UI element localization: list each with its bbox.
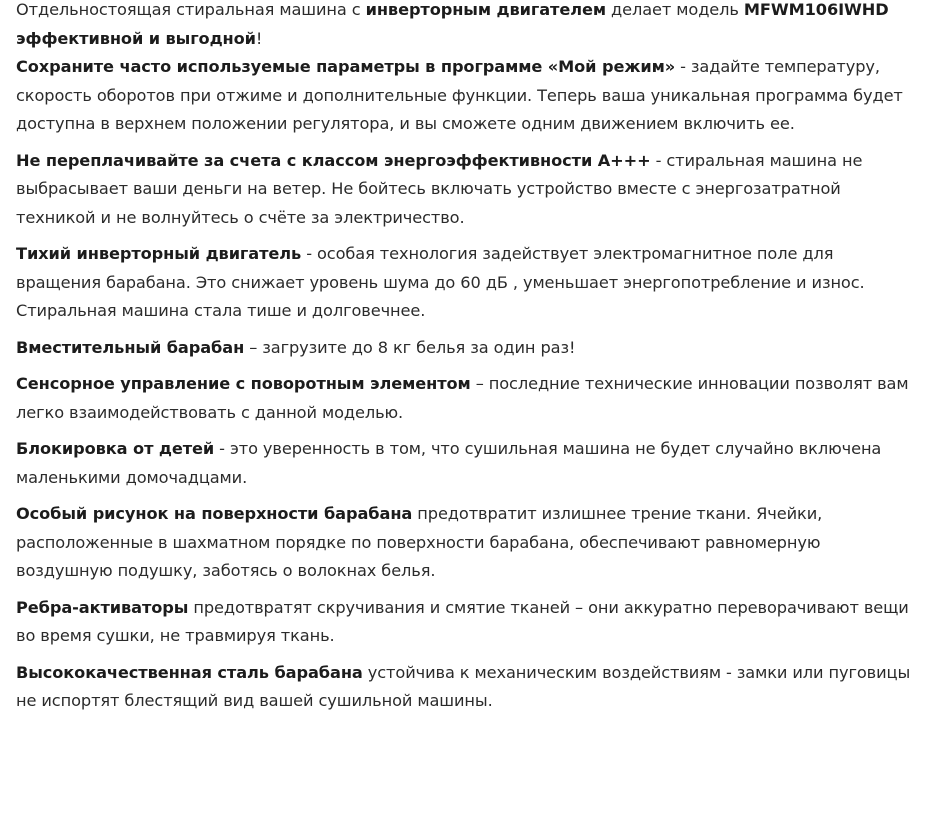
bold-text: Сохраните часто используемые параметры в программе «Мой режим» [16,57,676,76]
bold-text: инверторным двигателем [365,0,606,19]
text: - задайте температуру, скорость оборотов при отжиме и дополнительные функции. Теперь ваша уникальная программа будет доступна в верхнем положении регулятора, и вы сможете одним движением включить ее. [16,57,903,133]
paragraph-inverter-motor [16,240,921,326]
bold-text: Вместительный барабан [16,337,245,357]
paragraph-touch-control [16,370,921,427]
text: предотвратит излишнее трение ткани. Ячейки, расположенные в шахматном порядке по поверхности барабана, обеспечивают равномерную воздушную подушку, заботясь о волокнах белья. [16,504,823,580]
text: – последние технические инновации позволят вам легко взаимодействовать с данной моделью. [16,374,909,422]
text: - стиральная машина не выбрасывает ваши деньги на ветер. Не бойтесь включать устройство вместе с энергозатратной техникой и не волнуйтесь о счёте за электричество. [16,150,863,227]
paragraph-intro [16,0,921,53]
bold-text: Тихий инверторный двигатель [16,244,302,263]
bold-text: MFWM106IWHD эффективной и выгодной [16,0,889,48]
text: Отдельностоящая стиральная машина с [16,0,366,19]
paragraph-drum-capacity [16,334,921,363]
text: - особая технология задействует электромагнитное поле для вращения барабана. Это снижает уровень шума до 60 дБ , уменьшает энергопотребление и износ. Стиральная машина стала тише и долговечнее. [16,244,865,320]
text: - это уверенность в том, что сушильная машина не будет случайно включена маленькими домочадцами. [16,439,882,487]
bold-text: Не переплачивайте за счета с классом энергоэффективности А+++ [16,150,651,170]
paragraph-activator-ribs [16,594,921,651]
bold-text: Ребра-активаторы [16,597,189,617]
bold-text: Сенсорное управление с поворотным элементом [16,374,471,393]
paragraph-energy-class [16,147,921,233]
bold-text: Блокировка от детей [16,439,215,458]
paragraph-drum-steel [16,659,921,716]
paragraph-child-lock [16,435,921,492]
text: ! [255,28,263,48]
text: предотвратят скручивания и смятие тканей – они аккуратно переворачивают вещи во время сушки, не травмируя ткань. [16,597,909,645]
product-description [16,0,921,716]
paragraph-drum-pattern [16,500,921,586]
text: устойчива к механическим воздействиям - замки или пуговицы не испортят блестящий вид вашей сушильной машины. [16,662,911,710]
paragraph-my-mode [16,53,921,139]
bold-text: Высококачественная сталь барабана [16,662,363,682]
bold-text: Особый рисунок на поверхности барабана [16,504,413,523]
text: делает модель [605,0,744,19]
text: – загрузите до 8 кг белья за один раз! [244,337,576,357]
